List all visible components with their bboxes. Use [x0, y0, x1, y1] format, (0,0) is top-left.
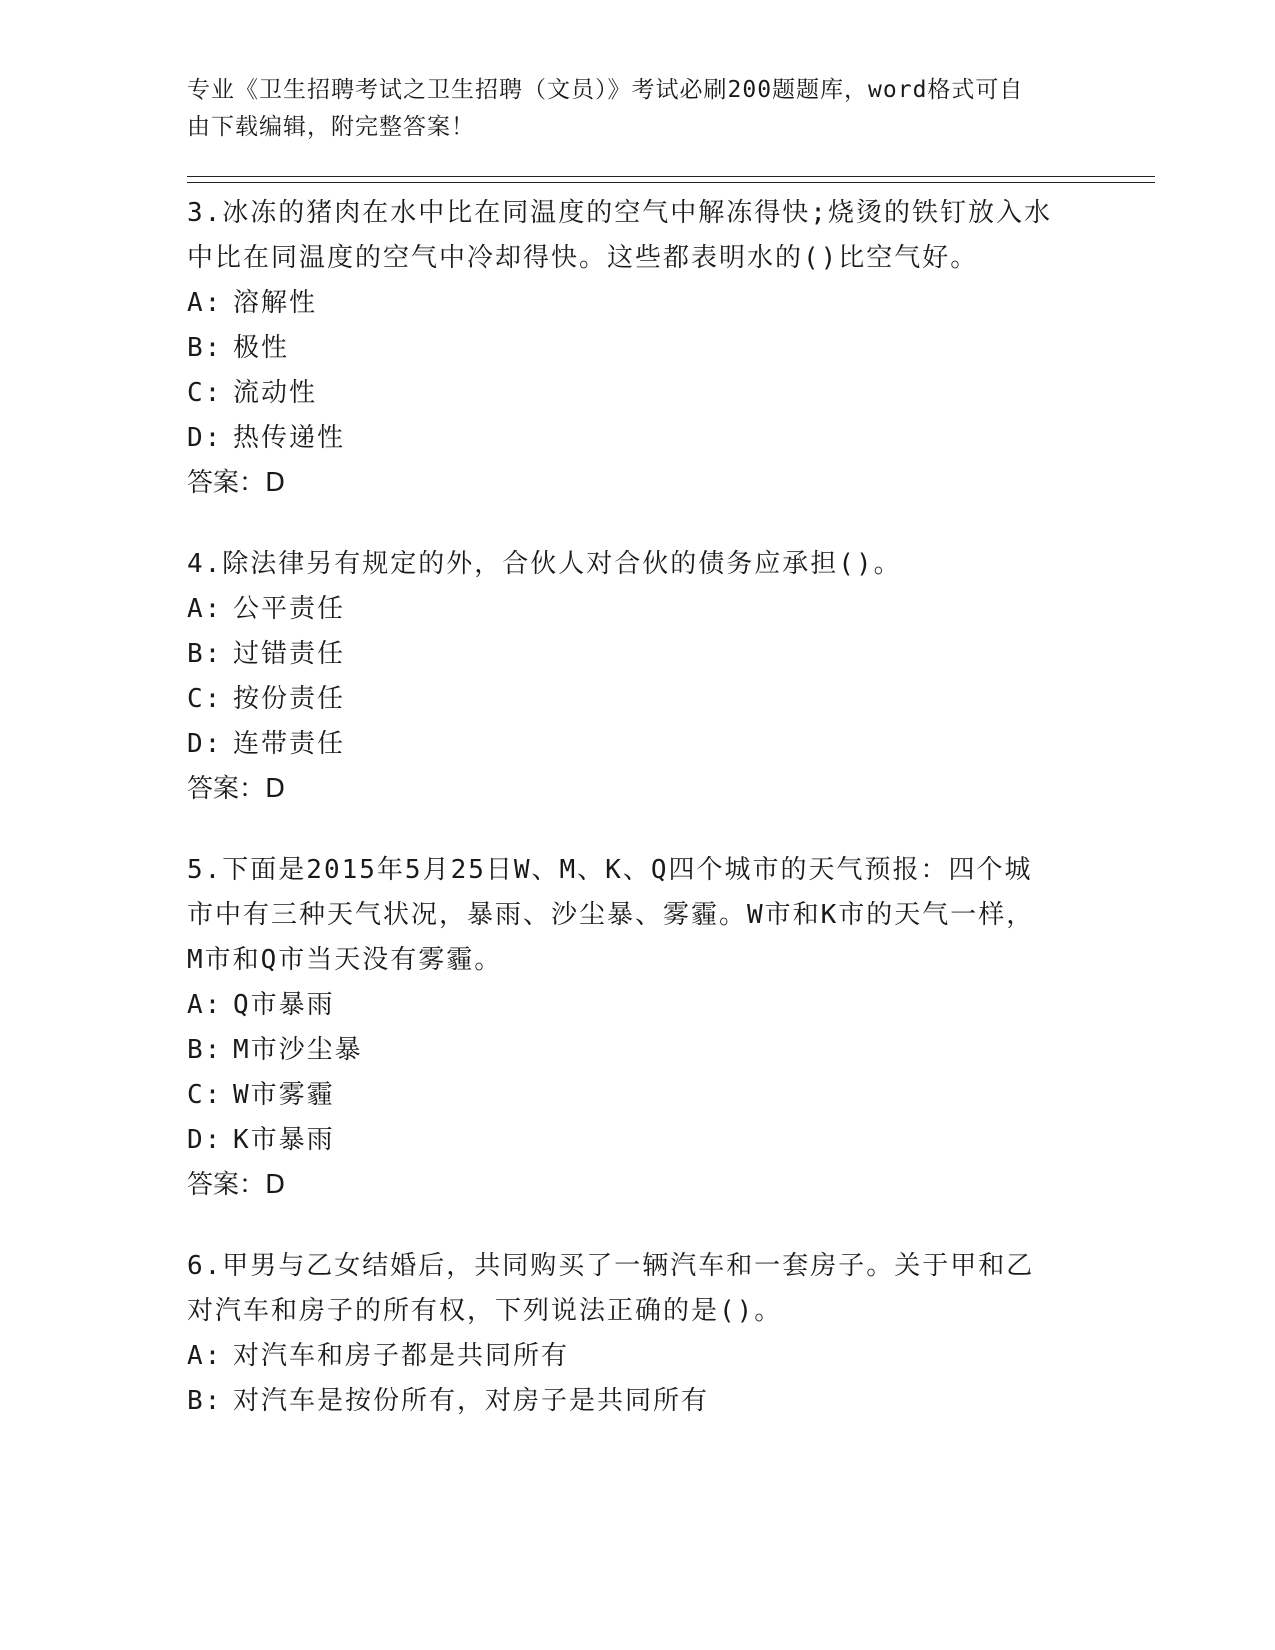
option-key: C: — [187, 684, 223, 714]
answer-line: 答案：D — [187, 468, 286, 498]
option-key: B: — [187, 639, 223, 669]
question-stem-line: 3.冰冻的猪肉在水中比在同温度的空气中解冻得快;烧烫的铁钉放入水 — [187, 198, 1052, 228]
option-text: 按份责任 — [233, 684, 346, 714]
option-text: W市雾霾 — [233, 1080, 335, 1110]
answer-option — [187, 371, 1087, 416]
option-text: 热传递性 — [233, 423, 346, 453]
option-key: B: — [187, 1035, 223, 1065]
option-key: A: — [187, 288, 223, 318]
option-text: 溶解性 — [233, 288, 318, 318]
question-stem-line: 5.下面是2015年5月25日W、M、K、Q四个城市的天气预报：四个城 — [187, 855, 1033, 885]
option-key: B: — [187, 1386, 223, 1416]
option-text: 公平责任 — [233, 594, 346, 624]
answer-line: 答案：D — [187, 1170, 286, 1200]
question-block — [187, 542, 1087, 812]
answer-option — [187, 983, 1087, 1028]
option-key: C: — [187, 1080, 223, 1110]
document-header — [187, 72, 1067, 146]
answer-option — [187, 632, 1087, 677]
answer-option — [187, 281, 1087, 326]
option-key: B: — [187, 333, 223, 363]
option-text: 流动性 — [233, 378, 318, 408]
question-block — [187, 191, 1087, 506]
option-key: A: — [187, 1341, 223, 1371]
option-text: 极性 — [233, 333, 290, 363]
answer-option — [187, 1118, 1087, 1163]
option-text: M市沙尘暴 — [233, 1035, 363, 1065]
header-divider-bottom — [187, 182, 1155, 183]
answer-option — [187, 326, 1087, 371]
option-key: D: — [187, 1125, 223, 1155]
option-text: 对汽车是按份所有，对房子是共同所有 — [233, 1386, 710, 1416]
answer-option — [187, 1073, 1087, 1118]
option-text: Q市暴雨 — [233, 990, 335, 1020]
answer-option — [187, 1379, 1087, 1424]
question-stem-line: 对汽车和房子的所有权，下列说法正确的是()。 — [187, 1296, 783, 1326]
question-stem-line: 4.除法律另有规定的外，合伙人对合伙的债务应承担()。 — [187, 549, 902, 579]
header-line-1: 专业《卫生招聘考试之卫生招聘（文员）》考试必刷200题题库，word格式可自 — [187, 77, 1024, 103]
answer-option — [187, 722, 1087, 767]
question-stem-line: 6.甲男与乙女结婚后，共同购买了一辆汽车和一套房子。关于甲和乙 — [187, 1251, 1035, 1281]
answer-option — [187, 587, 1087, 632]
question-block — [187, 1244, 1087, 1424]
option-key: D: — [187, 423, 223, 453]
option-text: 对汽车和房子都是共同所有 — [233, 1341, 570, 1371]
answer-option — [187, 416, 1087, 461]
option-text: 连带责任 — [233, 729, 346, 759]
question-block — [187, 848, 1087, 1208]
question-stem-line: M市和Q市当天没有雾霾。 — [187, 945, 503, 975]
answer-option — [187, 677, 1087, 722]
answer-line: 答案：D — [187, 774, 286, 804]
question-stem-line: 中比在同温度的空气中冷却得快。这些都表明水的()比空气好。 — [187, 243, 979, 273]
option-text: 过错责任 — [233, 639, 346, 669]
answer-option — [187, 1028, 1087, 1073]
option-key: C: — [187, 378, 223, 408]
answer-option — [187, 1334, 1087, 1379]
option-text: K市暴雨 — [233, 1125, 335, 1155]
question-list — [187, 191, 1087, 1460]
option-key: D: — [187, 729, 223, 759]
question-stem-line: 市中有三种天气状况，暴雨、沙尘暴、雾霾。W市和K市的天气一样， — [187, 900, 1035, 930]
option-key: A: — [187, 594, 223, 624]
header-divider-top — [187, 176, 1155, 177]
option-key: A: — [187, 990, 223, 1020]
header-line-2: 由下载编辑，附完整答案！ — [187, 114, 475, 140]
